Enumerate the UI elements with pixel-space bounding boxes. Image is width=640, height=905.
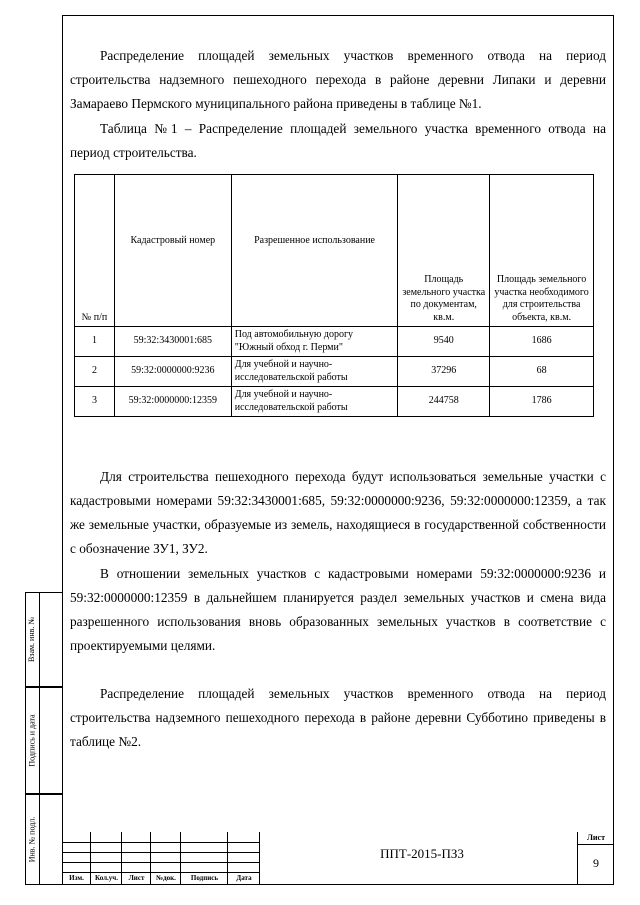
document-code: ППТ-2015-ПЗ3 (380, 846, 464, 861)
table-caption: Таблица №1 – Распределение площадей земельного участка временного отвода на период строительства. (70, 121, 606, 160)
header-area-needed: Площадь земельного участка необходимого для строительства объекта, кв.м. (490, 175, 594, 327)
paragraph-table2-intro: Распределение площадей земельных участков временного отвода на период строительства надземного пешеходного перехода в районе деревни Субботино приведены в таблице №2. (70, 686, 606, 749)
side-label-vzam: Взам. инв. № (27, 616, 37, 663)
stamp-label-data: Дата (236, 874, 252, 882)
stamp-label-koluch: Кол.уч. (94, 874, 118, 882)
header-usage: Разрешенное использование (231, 175, 398, 327)
side-label-podpis: Подпись и дата (27, 714, 37, 767)
side-label-inv: Инв. № подл. (27, 816, 37, 863)
stamp-label-ndok: №док. (156, 874, 176, 882)
header-area-doc: Площадь земельного участка по документам, кв.м. (398, 175, 490, 327)
paragraph-partition: В отношении земельных участков с кадастровыми номерами 59:32:0000000:9236 и 59:32:0000000:12359 в дальнейшем планируется раздел земельных участков и смена вида разрешенного использования вновь образованных земельных участков в соответствие с проектируемыми целями. (70, 566, 606, 653)
stamp-label-izm: Изм. (69, 874, 84, 882)
sheet-label: Лист (586, 833, 606, 842)
stamp-label-list: Лист (128, 874, 145, 882)
side-stamp-strip (25, 592, 62, 885)
stamp-label-podpis: Подпись (190, 874, 219, 882)
sheet-number: 9 (593, 856, 599, 870)
title-block (62, 832, 614, 885)
table-row: 1 59:32:3430001:685 Под автомобильную дорогу "Южный обход г. Перми" 9540 1686 (75, 327, 594, 357)
header-cadastral: Кадастровый номер (114, 175, 231, 327)
table-row: 3 59:32:0000000:12359 Для учебной и научно-исследовательской работы 244758 1786 (75, 387, 594, 417)
table-row: 2 59:32:0000000:9236 Для учебной и научно-исследовательской работы 37296 68 (75, 357, 594, 387)
paragraph-cadastral-usage: Для строительства пешеходного перехода будут использоваться земельные участки с кадастровыми номерами 59:32:3430001:685, 59:32:0000000:9236, 59:32:0000000:12359, а так же земельные участки, образуемые из земель, находящиеся в государственной собственности с обозначение ЗУ1, ЗУ2. (70, 469, 606, 556)
header-num: № п/п (75, 175, 115, 327)
land-area-table (74, 174, 594, 417)
paragraph-intro: Распределение площадей земельных участков временного отвода на период строительства надземного пешеходного перехода в районе деревни Липаки и деревни Замараево Пермского муниципального района приведены в таблице №1. (70, 48, 606, 111)
